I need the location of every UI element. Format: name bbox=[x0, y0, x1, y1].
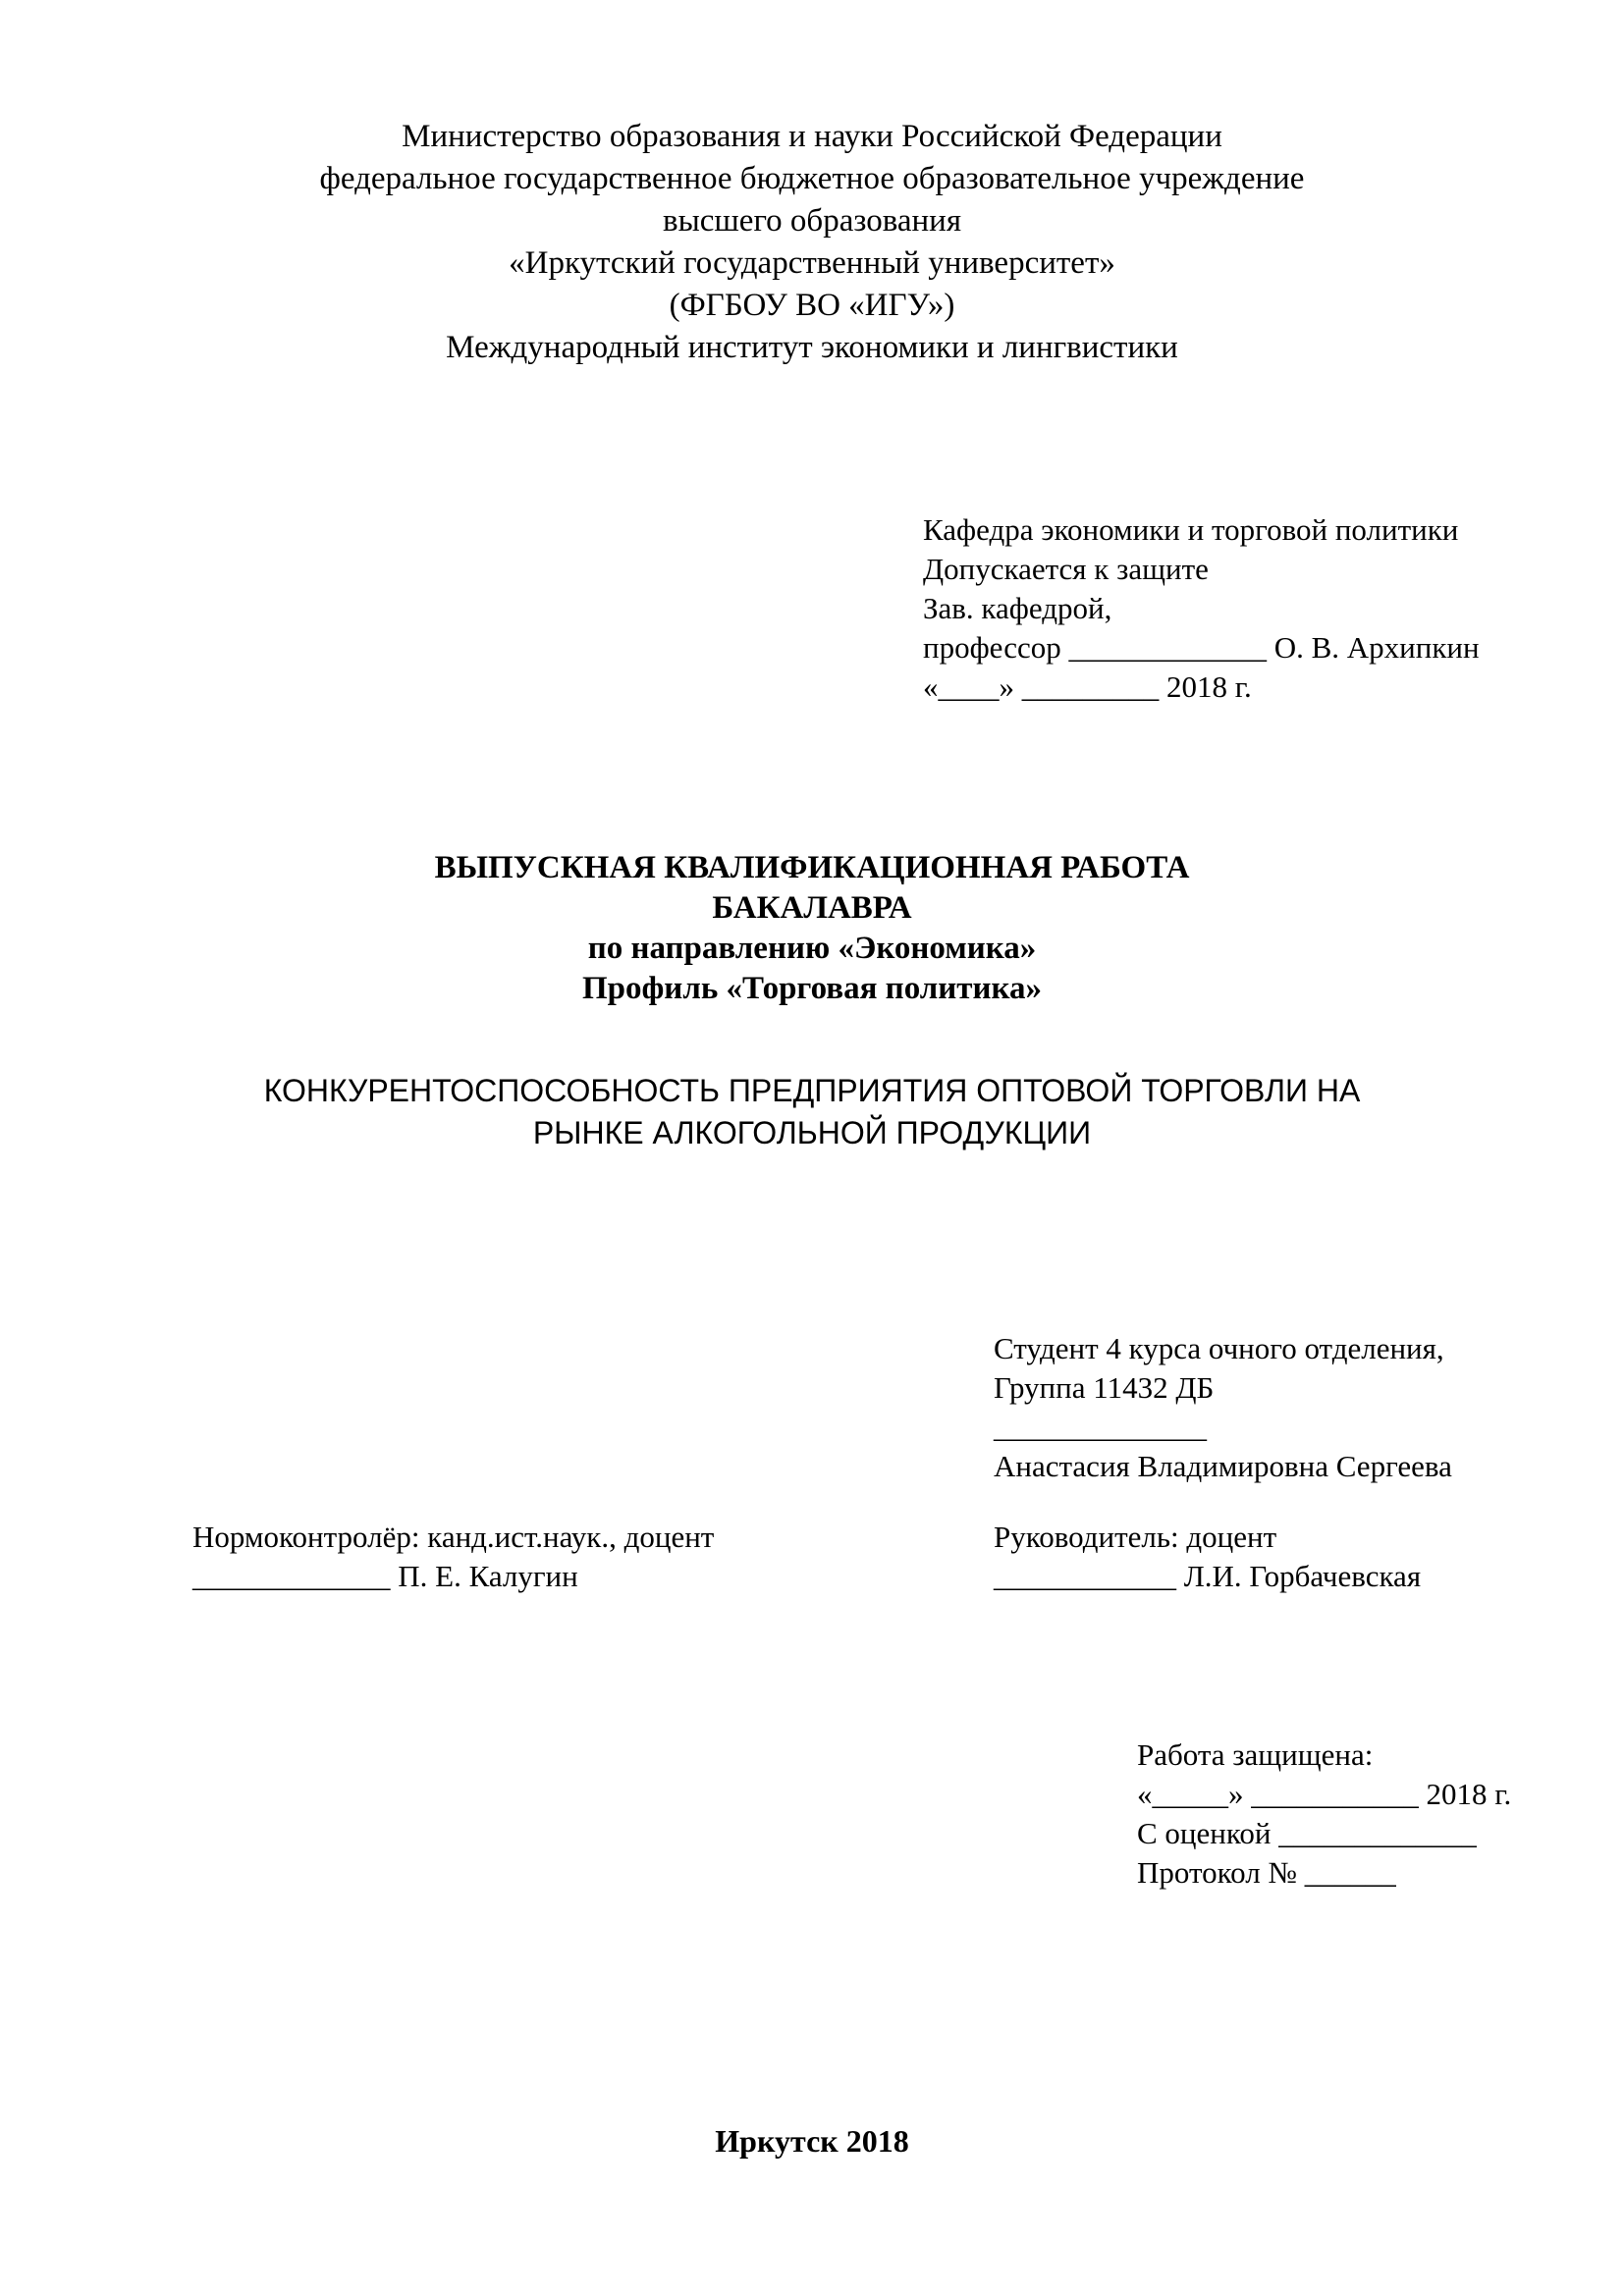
supervisor-block bbox=[994, 1518, 1583, 1596]
supervisor-signature: ____________ Л.И. Горбачевская bbox=[994, 1559, 1422, 1593]
supervisor-title: Руководитель: доцент bbox=[994, 1520, 1277, 1554]
student-block bbox=[994, 1329, 1583, 1486]
work-title bbox=[223, 848, 1401, 1009]
professor-signature-line: профессор _____________ О. В. Архипкин bbox=[923, 630, 1480, 665]
work-type-line: ВЫПУСКНАЯ КВАЛИФИКАЦИОННАЯ РАБОТА bbox=[434, 850, 1190, 885]
profile-line: Профиль «Торговая политика» bbox=[581, 971, 1043, 1006]
student-signature-line: ______________ bbox=[994, 1410, 1207, 1444]
student-course-line: Студент 4 курса очного отделения, bbox=[994, 1331, 1444, 1365]
ministry-line: Министерство образования и науки Российской Федерации bbox=[402, 119, 1222, 154]
approval-date-line: «____» _________ 2018 г. bbox=[923, 669, 1252, 704]
thesis-topic bbox=[223, 1070, 1401, 1154]
university-abbr-line: (ФГБОУ ВО «ИГУ») bbox=[669, 288, 955, 323]
defense-date: «_____» ___________ 2018 г. bbox=[1137, 1777, 1512, 1811]
institution-header bbox=[223, 116, 1401, 369]
normcontrol-block bbox=[192, 1518, 831, 1596]
admitted-line: Допускается к защите bbox=[923, 552, 1209, 586]
head-of-department-line: Зав. кафедрой, bbox=[923, 591, 1112, 625]
institute-line: Международный институт экономики и лингвистики bbox=[446, 330, 1178, 365]
normcontrol-title: Нормоконтролёр: канд.ист.наук., доцент bbox=[192, 1520, 715, 1554]
direction-line: по направлению «Экономика» bbox=[587, 931, 1037, 966]
department-line: Кафедра экономики и торговой политики bbox=[923, 512, 1459, 547]
degree-line: БАКАЛАВРА bbox=[712, 890, 912, 926]
topic-line-1: КОНКУРЕНТОСПОСОБНОСТЬ ПРЕДПРИЯТИЯ ОПТОВОЙ ТОРГОВЛИ НА bbox=[263, 1073, 1361, 1108]
normcontrol-signature: _____________ П. Е. Калугин bbox=[192, 1559, 578, 1593]
defense-protocol: Протокол № ______ bbox=[1137, 1855, 1396, 1890]
defense-grade: С оценкой _____________ bbox=[1137, 1816, 1477, 1850]
city-year bbox=[223, 2120, 1401, 2163]
education-level-line: высшего образования bbox=[663, 203, 961, 239]
defense-title: Работа защищена: bbox=[1137, 1737, 1374, 1772]
institution-type-line: федеральное государственное бюджетное образовательное учреждение bbox=[319, 161, 1305, 196]
topic-line-2: РЫНКЕ АЛКОГОЛЬНОЙ ПРОДУКЦИИ bbox=[532, 1115, 1092, 1150]
defense-block bbox=[1137, 1735, 1608, 1893]
student-name-line: Анастасия Владимировна Сергеева bbox=[994, 1449, 1452, 1483]
city-year-line: Иркутск 2018 bbox=[715, 2123, 909, 2159]
approval-block bbox=[923, 510, 1532, 707]
student-group-line: Группа 11432 ДБ bbox=[994, 1370, 1215, 1405]
university-name-line: «Иркутский государственный университет» bbox=[509, 245, 1115, 281]
